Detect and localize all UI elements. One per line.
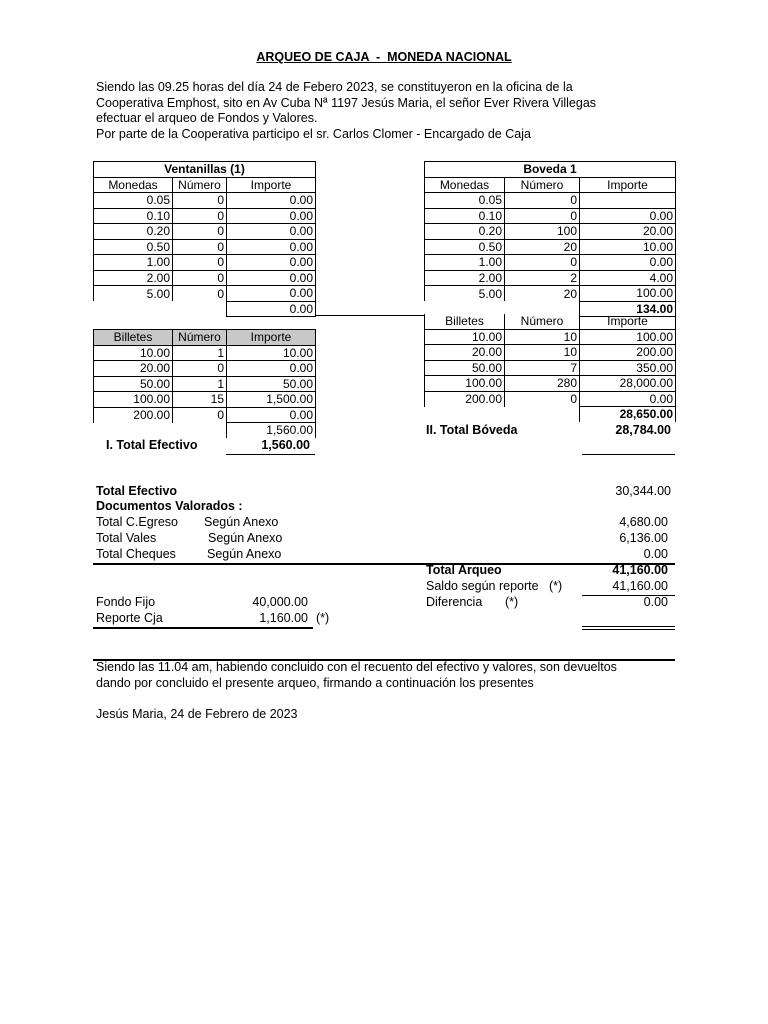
col-header: Número: [505, 314, 580, 329]
egreso-label: Total C.Egreso: [96, 515, 178, 529]
denomination-cell: 0.20: [94, 224, 173, 240]
diferencia-label: Diferencia: [426, 595, 483, 609]
ventanillas-total-value: 1,560.00: [261, 438, 310, 452]
boveda-billetes-total: 28,650.00: [580, 407, 676, 422]
amount-cell: 4.00: [580, 270, 676, 286]
denomination-cell: 2.00: [94, 270, 173, 286]
divider: [582, 626, 675, 627]
amount-cell: 0.00: [227, 224, 316, 240]
col-header: Número: [505, 177, 580, 193]
denomination-cell: 100.00: [425, 376, 505, 392]
count-cell: 1: [173, 345, 227, 361]
denomination-cell: 50.00: [425, 360, 505, 376]
denomination-cell: 0.50: [94, 239, 173, 255]
amount-cell: 0.00: [227, 239, 316, 255]
table-row: [94, 345, 316, 361]
amount-cell: 0.00: [580, 255, 676, 271]
col-header: Billetes: [94, 330, 173, 346]
denomination-cell: 0.05: [425, 193, 505, 209]
denomination-cell: 0.10: [425, 208, 505, 224]
table-row: [94, 392, 316, 408]
summary-total-efectivo-value: 30,344.00: [615, 484, 671, 498]
table-row: [94, 255, 316, 271]
col-header: Importe: [580, 314, 676, 329]
count-cell: 20: [505, 286, 580, 302]
boveda-total-label: II. Total Bóveda: [426, 423, 518, 437]
boveda-title: Boveda 1: [425, 162, 676, 178]
amount-cell: 0.00: [227, 407, 316, 423]
table-row: [425, 193, 676, 209]
egreso-value: 4,680.00: [619, 515, 668, 529]
count-cell: 7: [505, 360, 580, 376]
table-row: [94, 270, 316, 286]
cheques-label: Total Cheques: [96, 547, 176, 561]
diferencia-value: 0.00: [643, 595, 668, 609]
count-cell: 280: [505, 376, 580, 392]
count-cell: 15: [173, 392, 227, 408]
documentos-valorados-label: Documentos Valorados :: [96, 499, 243, 513]
count-cell: 100: [505, 224, 580, 240]
table-row: [94, 239, 316, 255]
denomination-cell: 0.10: [94, 208, 173, 224]
intro-line: Por parte de la Cooperativa participo el sr. Carlos Clomer - Encargado de Caja: [96, 126, 531, 141]
col-header: Importe: [227, 330, 316, 346]
fondo-fijo-value: 40,000.00: [252, 595, 308, 609]
amount-cell: 0.00: [227, 361, 316, 377]
reporte-cja-label: Reporte Cja: [96, 611, 163, 625]
table-row: [94, 376, 316, 392]
saldo-mark: (*): [549, 579, 563, 593]
denomination-cell: 20.00: [94, 361, 173, 377]
denomination-cell: 0.05: [94, 193, 173, 209]
denomination-cell: 0.50: [425, 239, 505, 255]
col-header: Importe: [227, 177, 316, 193]
table-row: [425, 255, 676, 271]
denomination-cell: 20.00: [425, 345, 505, 361]
amount-cell: 0.00: [227, 255, 316, 271]
table-row: [94, 193, 316, 209]
table-row: [425, 270, 676, 286]
saldo-value: 41,160.00: [612, 579, 668, 593]
ventanillas-total-label: I. Total Efectivo: [106, 438, 198, 452]
vales-note: Según Anexo: [208, 531, 283, 545]
col-header: Monedas: [94, 177, 173, 193]
divider: [93, 627, 313, 629]
boveda-billetes-table: [424, 314, 676, 422]
table-row: [94, 407, 316, 423]
count-cell: 0: [173, 286, 227, 302]
amount-cell: 0.00: [580, 391, 676, 407]
count-cell: 0: [173, 361, 227, 377]
denomination-cell: 5.00: [425, 286, 505, 302]
table-row: [425, 360, 676, 376]
count-cell: 20: [505, 239, 580, 255]
count-cell: 0: [173, 255, 227, 271]
amount-cell: 0.00: [227, 286, 316, 302]
amount-cell: 10.00: [227, 345, 316, 361]
denomination-cell: 10.00: [425, 329, 505, 345]
count-cell: 0: [505, 193, 580, 209]
denomination-cell: 50.00: [94, 376, 173, 392]
denomination-cell: 1.00: [425, 255, 505, 271]
egreso-note: Según Anexo: [204, 515, 279, 529]
count-cell: 2: [505, 270, 580, 286]
amount-cell: 0.00: [580, 208, 676, 224]
amount-cell: 20.00: [580, 224, 676, 240]
table-row: [425, 208, 676, 224]
denomination-cell: 5.00: [94, 286, 173, 302]
amount-cell: 10.00: [580, 239, 676, 255]
divider: [226, 454, 315, 455]
count-cell: 10: [505, 329, 580, 345]
table-row: [94, 361, 316, 377]
amount-cell: 28,000.00: [580, 376, 676, 392]
count-cell: 0: [173, 224, 227, 240]
table-row: [425, 345, 676, 361]
count-cell: 0: [173, 208, 227, 224]
place-date: Jesús Maria, 24 de Febrero de 2023: [96, 707, 298, 721]
closing-line: dando por concluido el presente arqueo, firmando a continuación los presentes: [96, 675, 534, 690]
total-arqueo-value: 41,160.00: [612, 563, 668, 577]
amount-cell: 1,500.00: [227, 392, 316, 408]
title-part-2: MONEDA NACIONAL: [387, 50, 512, 64]
boveda-monedas-total: 134.00: [580, 301, 676, 317]
closing-line: Siendo las 11.04 am, habiendo concluido con el recuento del efectivo y valores, son devueltos: [96, 660, 617, 674]
divider: [582, 629, 675, 630]
count-cell: 10: [505, 345, 580, 361]
denomination-cell: 10.00: [94, 345, 173, 361]
reporte-cja-mark: (*): [316, 611, 330, 625]
denomination-cell: 200.00: [425, 391, 505, 407]
ventanillas-billetes-table: [93, 329, 316, 438]
count-cell: 0: [505, 391, 580, 407]
cheques-note: Según Anexo: [207, 547, 282, 561]
count-cell: 0: [505, 255, 580, 271]
vales-label: Total Vales: [96, 531, 157, 545]
count-cell: 0: [173, 270, 227, 286]
col-header: Monedas: [425, 177, 505, 193]
denomination-cell: 200.00: [94, 407, 173, 423]
table-row: [425, 224, 676, 240]
ventanillas-monedas-table: [93, 161, 316, 317]
boveda-monedas-table: [424, 161, 676, 317]
divider: [582, 454, 675, 455]
amount-cell: [580, 193, 676, 209]
amount-cell: 0.00: [227, 208, 316, 224]
title-part-1: ARQUEO DE CAJA: [256, 50, 370, 64]
vales-value: 6,136.00: [619, 531, 668, 545]
table-row: [425, 286, 676, 302]
amount-cell: 350.00: [580, 360, 676, 376]
denomination-cell: 100.00: [94, 392, 173, 408]
ventanillas-monedas-total: 0.00: [227, 301, 316, 317]
amount-cell: 0.00: [227, 270, 316, 286]
count-cell: 0: [173, 193, 227, 209]
boveda-total-value: 28,784.00: [615, 423, 671, 437]
col-header: Número: [173, 177, 227, 193]
table-row: [94, 286, 316, 302]
table-row: [425, 329, 676, 345]
col-header: Billetes: [425, 314, 505, 329]
divider: [315, 315, 425, 316]
col-header: Importe: [580, 177, 676, 193]
denomination-cell: 0.20: [425, 224, 505, 240]
total-arqueo-label: Total Arqueo: [426, 563, 502, 577]
amount-cell: 100.00: [580, 286, 676, 302]
ventanillas-title: Ventanillas (1): [94, 162, 316, 178]
table-row: [94, 224, 316, 240]
denomination-cell: 2.00: [425, 270, 505, 286]
table-row: [425, 376, 676, 392]
denomination-cell: 1.00: [94, 255, 173, 271]
amount-cell: 0.00: [227, 193, 316, 209]
count-cell: 0: [173, 239, 227, 255]
amount-cell: 50.00: [227, 376, 316, 392]
title-separator: -: [369, 50, 388, 64]
amount-cell: 200.00: [580, 345, 676, 361]
col-header: Número: [173, 330, 227, 346]
saldo-label: Saldo según reporte: [426, 579, 539, 593]
fondo-fijo-label: Fondo Fijo: [96, 595, 156, 609]
intro-paragraph: [96, 80, 596, 142]
table-row: [94, 208, 316, 224]
count-cell: 0: [505, 208, 580, 224]
intro-line: efectuar el arqueo de Fondos y Valores.: [96, 111, 318, 125]
closing-paragraph: [96, 660, 617, 691]
diferencia-mark: (*): [505, 595, 519, 609]
cheques-value: 0.00: [643, 547, 668, 561]
document-title: [0, 50, 768, 64]
intro-line: Cooperativa Emphost, sito en Av Cuba Nª 1197 Jesús Maria, el señor Ever Rivera Villegas: [96, 95, 597, 110]
count-cell: 0: [173, 407, 227, 423]
amount-cell: 100.00: [580, 329, 676, 345]
count-cell: 1: [173, 376, 227, 392]
ventanillas-billetes-total: 1,560.00: [227, 423, 316, 438]
table-row: [425, 391, 676, 407]
table-row: [425, 239, 676, 255]
summary-total-efectivo-label: Total Efectivo: [96, 484, 178, 498]
reporte-cja-value: 1,160.00: [259, 611, 308, 625]
intro-line: Siendo las 09.25 horas del día 24 de Febero 2023, se constituyeron en la oficina de la: [96, 80, 573, 94]
